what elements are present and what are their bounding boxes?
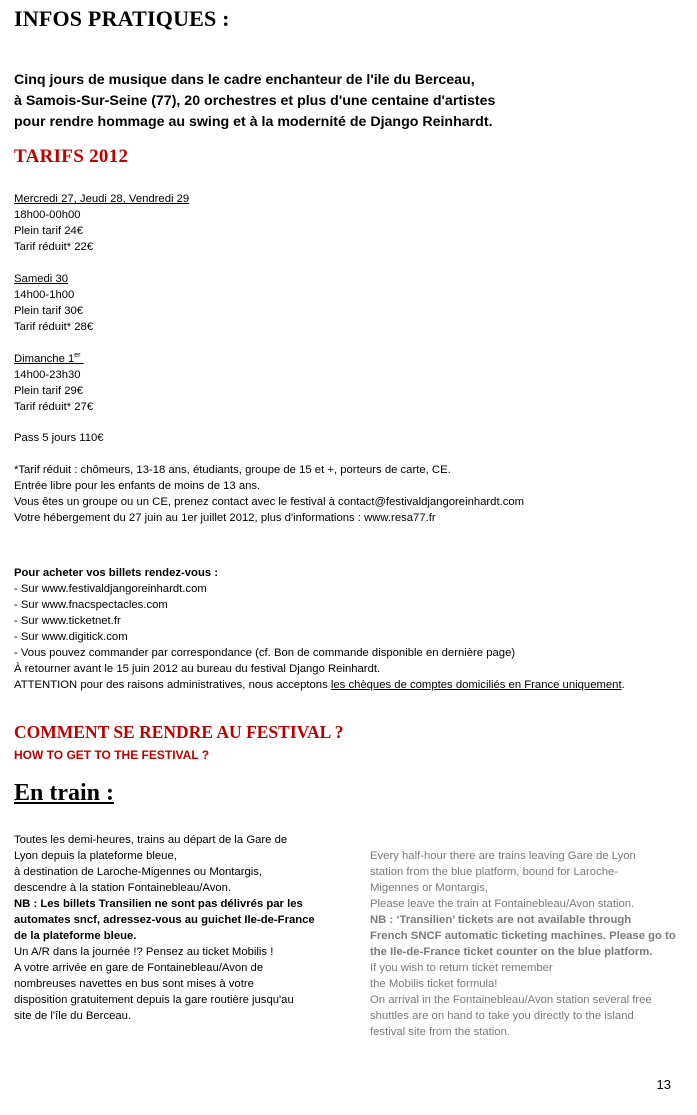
intro-line: pour rendre hommage au swing et à la modernité de Django Reinhardt. bbox=[14, 114, 493, 130]
fr-line: Toutes les demi-heures, trains au départ de la Gare de bbox=[14, 834, 288, 846]
period-reduced-price: Tarif réduit* 22€ bbox=[14, 241, 94, 253]
fr-line: Lyon depuis la plateforme bleue, bbox=[14, 850, 177, 862]
period-full-price: Plein tarif 30€ bbox=[14, 305, 84, 317]
note-line: Votre hébergement du 27 juin au 1er juillet 2012, plus d'informations : www.resa77.fr bbox=[14, 512, 436, 524]
page-number: 13 bbox=[656, 1077, 671, 1092]
access-subheading: HOW TO GET TO THE FESTIVAL ? bbox=[14, 748, 210, 762]
ticket-line: - Sur www.digitick.com bbox=[14, 631, 128, 643]
en-line: Migennes or Montargis, bbox=[370, 882, 489, 894]
fr-line: A votre arrivée en gare de Fontainebleau/Avon de bbox=[14, 962, 264, 974]
intro-paragraph bbox=[14, 70, 495, 133]
period-label: Dimanche 1er bbox=[14, 352, 81, 365]
tarif-period bbox=[14, 351, 93, 415]
tarif-notes bbox=[14, 462, 524, 526]
access-heading: COMMENT SE RENDRE AU FESTIVAL ? bbox=[14, 722, 344, 742]
train-heading: En train : bbox=[14, 780, 115, 806]
tarif-period bbox=[14, 191, 189, 255]
train-info-english bbox=[370, 848, 690, 1040]
period-full-price: Plein tarif 24€ bbox=[14, 225, 84, 237]
en-line: station from the blue platform, bound for Laroche- bbox=[370, 866, 619, 878]
period-reduced-price: Tarif réduit* 27€ bbox=[14, 401, 94, 413]
period-hours: 18h00-00h00 bbox=[14, 209, 81, 221]
fr-line: Un A/R dans la journée !? Pensez au ticket Mobilis ! bbox=[14, 946, 274, 958]
note-line: Entrée libre pour les enfants de moins de 13 ans. bbox=[14, 480, 261, 492]
fr-line: disposition gratuitement depuis la gare routière jusqu'au bbox=[14, 994, 294, 1006]
period-full-price: Plein tarif 29€ bbox=[14, 385, 84, 397]
ticket-line: À retourner avant le 15 juin 2012 au bureau du festival Django Reinhardt. bbox=[14, 663, 381, 675]
tickets-heading: Pour acheter vos billets rendez-vous : bbox=[14, 567, 219, 579]
intro-line: à Samois-Sur-Seine (77), 20 orchestres et plus d'une centaine d'artistes bbox=[14, 93, 496, 109]
fr-line: descendre à la station Fontainebleau/Avon. bbox=[14, 882, 232, 894]
period-label: Samedi 30 bbox=[14, 273, 69, 285]
fr-line: nombreuses navettes en bus sont mises à votre bbox=[14, 978, 254, 990]
ticket-line: - Sur www.fnacspectacles.com bbox=[14, 599, 168, 611]
ticket-line: - Sur www.festivaldjangoreinhardt.com bbox=[14, 583, 207, 595]
note-line: *Tarif réduit : chômeurs, 13-18 ans, étudiants, groupe de 15 et +, porteurs de carte, CE. bbox=[14, 464, 451, 476]
ticket-line: - Vous pouvez commander par correspondance (cf. Bon de commande disponible en dernière page) bbox=[14, 647, 516, 659]
en-line: Every half-hour there are trains leaving Gare de Lyon bbox=[370, 850, 636, 862]
tarif-period bbox=[14, 271, 93, 335]
period-reduced-price: Tarif réduit* 28€ bbox=[14, 321, 94, 333]
fr-line: site de l'île du Berceau. bbox=[14, 1010, 132, 1022]
train-info-french bbox=[14, 832, 334, 1024]
en-line: festival site from the station. bbox=[370, 1026, 511, 1038]
en-line: shuttles are on hand to take you directly to the island bbox=[370, 1010, 634, 1022]
en-line: Please leave the train at Fontainebleau/Avon station. bbox=[370, 898, 635, 910]
en-line: On arrival in the Fontainebleau/Avon station several free bbox=[370, 994, 652, 1006]
fr-line: à destination de Laroche-Migennes ou Montargis, bbox=[14, 866, 263, 878]
attention-underlined: les chèques de comptes domiciliés en France uniquement bbox=[330, 679, 622, 691]
fr-line-nb: NB : Les billets Transilien ne sont pas délivrés par les bbox=[14, 898, 303, 910]
en-line-nb: NB : ‘Transilien’ tickets are not available through bbox=[370, 914, 632, 926]
en-line: the Mobilis ticket formula! bbox=[370, 978, 498, 990]
ticket-line: - Sur www.ticketnet.fr bbox=[14, 615, 121, 627]
period-label: Mercredi 27, Jeudi 28, Vendredi 29 bbox=[14, 193, 190, 205]
en-line-nb: French SNCF automatic ticketing machines. Please go to bbox=[370, 930, 676, 942]
fr-line-nb: de la plateforme bleue. bbox=[14, 930, 137, 942]
fr-line-nb: automates sncf, adressez-vous au guichet Ile-de-France bbox=[14, 914, 315, 926]
intro-line: Cinq jours de musique dans le cadre enchanteur de l'ile du Berceau, bbox=[14, 72, 475, 88]
note-line: Vous êtes un groupe ou un CE, prenez contact avec le festival à contact@festivaldjangoreinhardt.com bbox=[14, 496, 525, 508]
period-hours: 14h00-1h00 bbox=[14, 289, 75, 301]
en-line: If you wish to return ticket remember bbox=[370, 962, 553, 974]
tickets-section bbox=[14, 565, 625, 693]
page-title: INFOS PRATIQUES : bbox=[14, 6, 230, 31]
period-hours: 14h00-23h30 bbox=[14, 369, 81, 381]
tarifs-heading: TARIFS 2012 bbox=[14, 146, 129, 167]
attention-line: ATTENTION pour des raisons administratives, nous acceptons les chèques de comptes domiciliés en France uniquement. bbox=[14, 679, 625, 691]
pass-price: Pass 5 jours 110€ bbox=[14, 432, 104, 444]
en-line-nb: the Ile-de-France ticket counter on the blue platform. bbox=[370, 946, 653, 958]
